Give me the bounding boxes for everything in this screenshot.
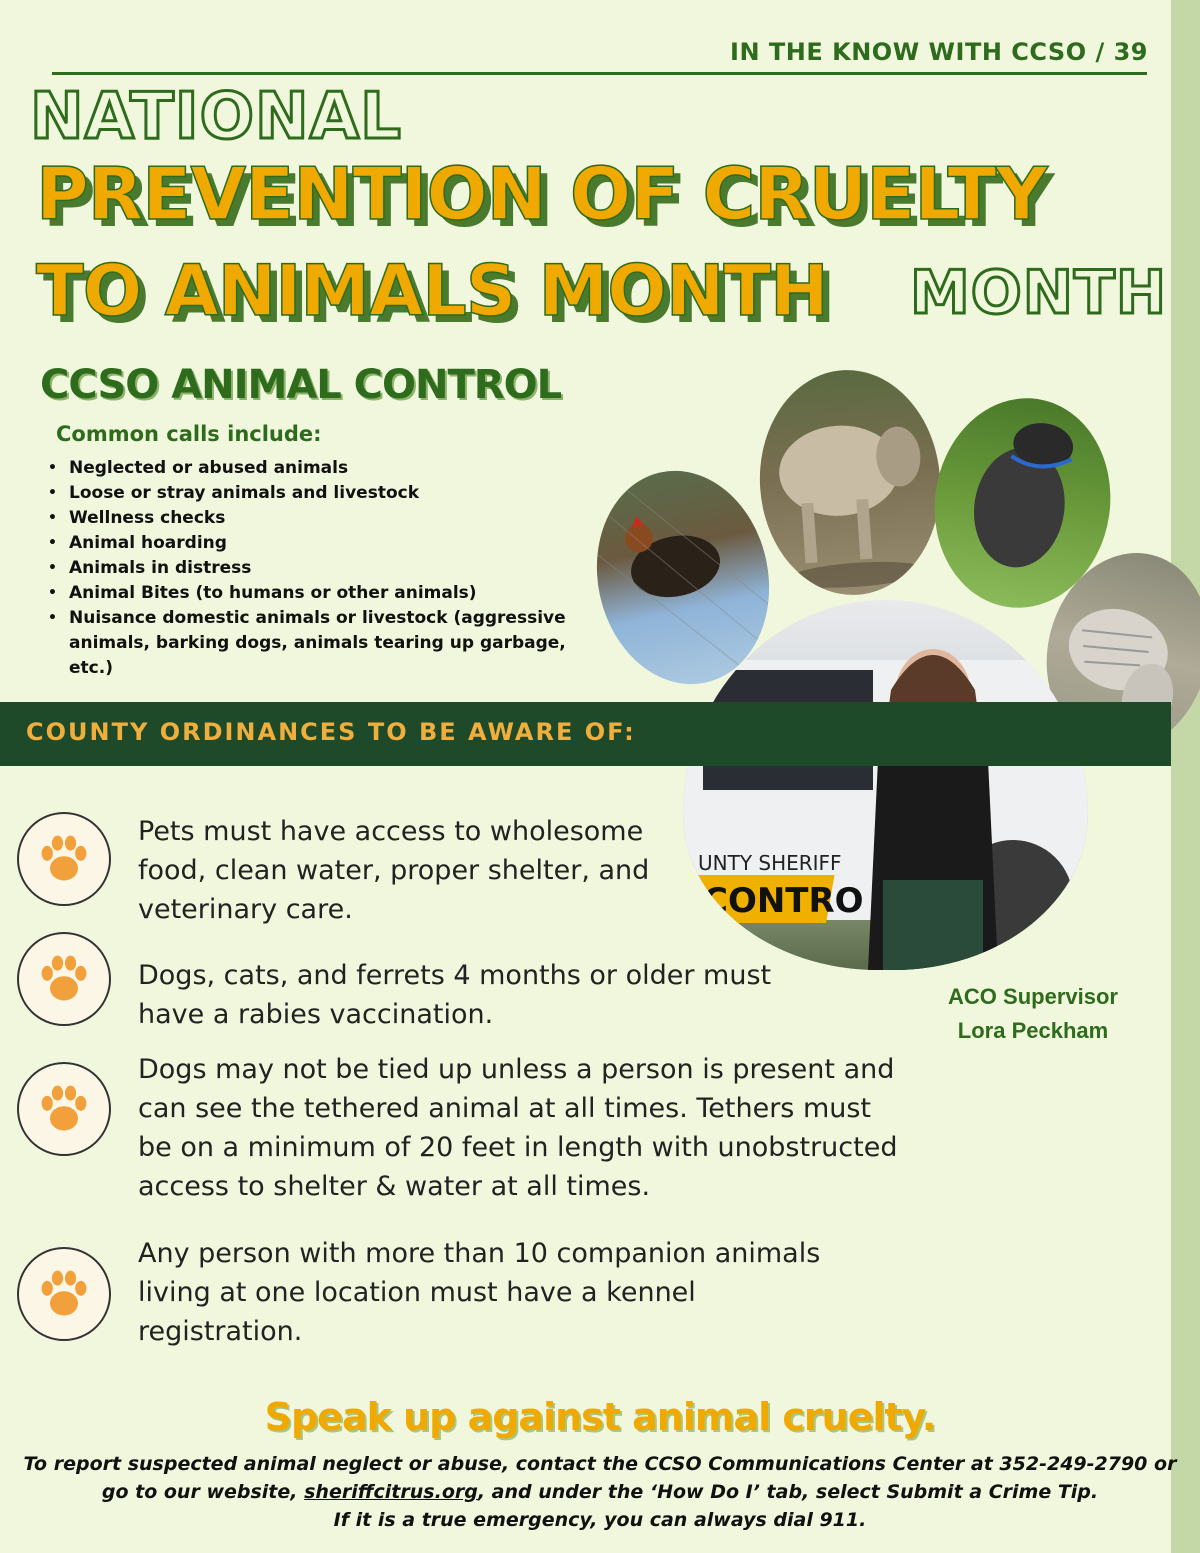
list-item: • Animal Bites (to humans or other animals) — [48, 581, 588, 606]
paw-icon — [17, 932, 111, 1026]
website-link[interactable]: sheriffcitrus.org — [304, 1481, 478, 1503]
header-rule — [52, 72, 1147, 75]
caption-name: Lora Peckham — [957, 1018, 1109, 1043]
title-line-1: PREVENTION OF CRUELTY — [36, 152, 1047, 236]
list-item: • Neglected or abused animals — [48, 456, 588, 481]
title-month-outline: MONTH — [910, 258, 1168, 328]
list-item: • Loose or stray animals and livestock — [48, 481, 588, 506]
report-text-2: , and under the ‘How Do I’ tab, select Submit a Crime Tip. — [477, 1481, 1099, 1503]
vehicle-text-control: CONTRO — [703, 881, 864, 921]
slogan: Speak up against animal cruelty. — [264, 1395, 936, 1439]
ordinances-heading: COUNTY ORDINANCES TO BE AWARE OF: — [26, 718, 636, 746]
photo-donkey — [752, 364, 947, 601]
paw-icon — [17, 812, 111, 906]
title-line-2: TO ANIMALS MONTH — [36, 250, 828, 332]
animal-control-heading: CCSO ANIMAL CONTROL — [40, 362, 562, 408]
title-national: NATIONAL — [30, 80, 402, 154]
ordinance-1: Pets must have access to wholesome food, clean water, proper shelter, and veterinary care. — [138, 816, 650, 925]
ordinance-2: Dogs, cats, and ferrets 4 months or older must have a rabies vaccination. — [138, 960, 772, 1030]
list-item: • Animal hoarding — [48, 531, 588, 556]
page-label: IN THE KNOW WITH CCSO / 39 — [730, 38, 1148, 66]
paw-icon — [17, 1062, 111, 1156]
calls-list — [48, 456, 588, 681]
paw-icon — [17, 1247, 111, 1341]
report-emergency: If it is a true emergency, you can always dial 911. — [333, 1509, 867, 1531]
photo-caption — [918, 980, 1148, 1048]
ordinance-3: Dogs may not be tied up unless a person is present and can see the tethered animal at all times. Tethers must be on a minimum of 20 feet in length with unobstructed access to shelter & water at all times. — [138, 1054, 898, 1202]
list-item: • Wellness checks — [48, 506, 588, 531]
list-item: • Animals in distress — [48, 556, 588, 581]
report-text-1: To report suspected animal neglect or abuse, contact the CCSO Communications Center at 352-249-2790 or go to our website, — [23, 1453, 1177, 1503]
vehicle-text-sheriff: UNTY SHERIFF — [698, 851, 842, 875]
report-instructions — [20, 1450, 1180, 1534]
calls-title: Common calls include: — [56, 422, 322, 446]
right-edge-strip — [1171, 0, 1200, 1553]
list-item: • Nuisance domestic animals or livestock (aggressive animals, barking dogs, animals tearing up garbage, etc.) — [48, 606, 588, 681]
ordinance-4: Any person with more than 10 companion animals living at one location must have a kennel registration. — [138, 1238, 821, 1347]
caption-title: ACO Supervisor — [948, 984, 1118, 1009]
